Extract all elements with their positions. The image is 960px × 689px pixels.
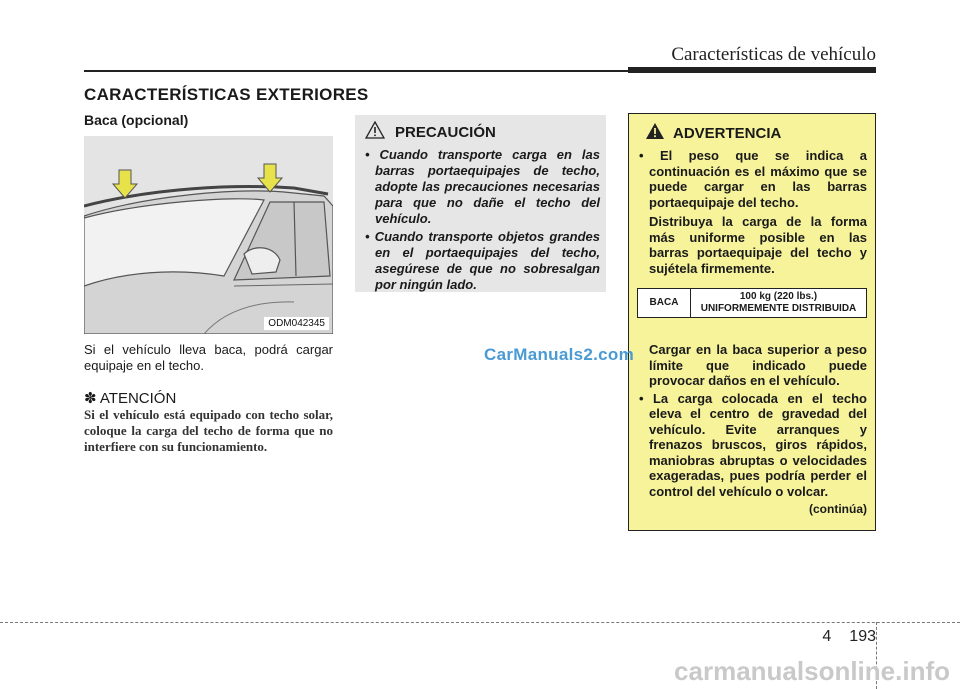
load-limit-table	[637, 288, 867, 318]
warning-paragraph-2: Cargar en la baca superior a peso límite que indicado puede provocar daños en el vehículo.	[649, 342, 867, 388]
attention-title: ✽ ATENCIÓN	[84, 390, 177, 407]
chapter-number: 4	[822, 628, 832, 645]
footer-dashed-rule	[0, 622, 960, 623]
roof-rack-body-text: Si el vehículo lleva baca, podrá cargar equipaje en el techo.	[84, 342, 333, 373]
caution-triangle-icon	[365, 121, 385, 143]
warning-paragraph-1: Distribuya la carga de la forma más uniforme posible en las barras portaequipaje del techo y sujétela firmemente.	[649, 214, 867, 276]
running-header-title: Características de vehículo	[671, 44, 876, 65]
load-table-weight: 100 kg (220 lbs.)	[739, 291, 818, 302]
roof-rack-figure	[84, 136, 333, 334]
header-rule-thick	[628, 67, 876, 73]
section-title: CARACTERÍSTICAS EXTERIORES	[84, 85, 369, 104]
load-table-value	[691, 289, 867, 318]
warning-bullet-2: • La carga colocada en el techo eleva el centro de gravedad del vehículo. Evite arranques y frenazos bruscos, giros rápidos, maniobras abruptas o velocidades exageradas, pues podría perder el control del vehículo o volcar.	[639, 390, 867, 499]
caution-box	[355, 115, 606, 292]
roof-rack-subheading: Baca (opcional)	[84, 112, 189, 128]
load-table-label: BACA	[638, 289, 691, 318]
caution-item-1: • Cuando transporte carga en las barras portaequipajes de techo, adopte las precauciones necesarias para que no dañe el techo del vehículo.	[365, 147, 600, 226]
car-roof-illustration	[84, 136, 333, 334]
warning-title: ADVERTENCIA	[673, 124, 782, 142]
warning-header	[637, 122, 867, 144]
caution-header	[365, 121, 600, 143]
warning-triangle-icon	[645, 122, 665, 144]
warning-bullet-1: • El peso que se indica a continuación es el máximo que se puede cargar en las barras portaequipaje del techo.	[639, 148, 867, 210]
caution-list	[365, 147, 600, 293]
page-number-value: 193	[849, 628, 876, 645]
caution-title: PRECAUCIÓN	[395, 123, 496, 141]
footer-site-watermark: carmanualsonline.info	[674, 656, 950, 686]
warning-box	[628, 113, 876, 531]
caution-item-2: • Cuando transporte objetos grandes en el portaequipajes del techo, asegúrese de que no sobresalgan por ningún lado.	[365, 229, 600, 292]
load-table-distribution: UNIFORMEMENTE DISTRIBUIDA	[700, 303, 857, 314]
watermark-link[interactable]: CarManuals2.com	[484, 345, 634, 364]
continued-label: (continúa)	[809, 502, 867, 516]
attention-text: Si el vehículo está equipado con techo solar, coloque la carga del techo de forma que no interfiere con su funcionamiento.	[84, 407, 333, 454]
header-rule-thin	[84, 70, 628, 72]
figure-code: ODM042345	[264, 317, 329, 330]
page-number	[822, 628, 876, 646]
